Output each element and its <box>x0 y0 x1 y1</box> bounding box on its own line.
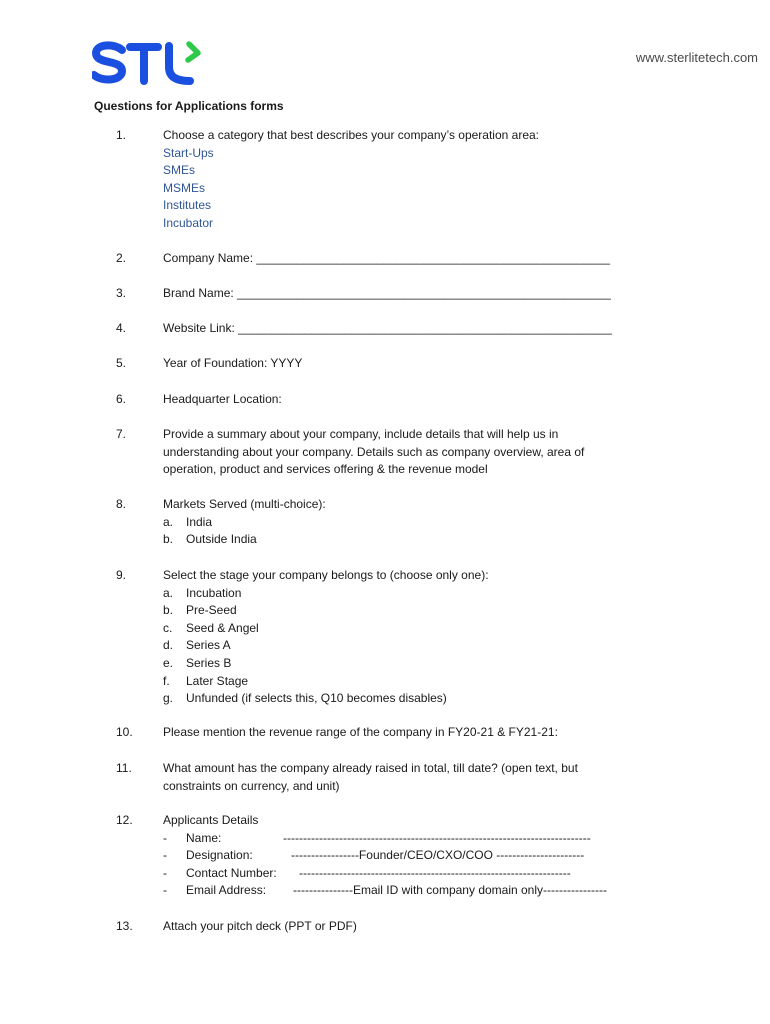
question-number: 13. <box>116 919 133 933</box>
question-number: 10. <box>116 725 133 739</box>
question-text: Select the stage your company belongs to (choose only one): <box>163 568 489 582</box>
field-value: ---------------Email ID with company domain only---------------- <box>293 883 607 898</box>
choice-label: Series A <box>186 638 231 653</box>
question-text-line: constraints on currency, and unit) <box>163 778 340 793</box>
field-value: ----------------------------------------------------------------------------- <box>283 830 591 845</box>
choice-label: Seed & Angel <box>186 620 259 635</box>
stage-option-seed-angel[interactable] <box>163 620 683 638</box>
choice-marker: f. <box>163 673 170 688</box>
brand-name-field[interactable]: Brand Name: ________________________________________________________ <box>163 286 611 300</box>
website-link-field[interactable]: Website Link: ________________________________________________________ <box>163 321 612 335</box>
applicant-contact-number-field[interactable] <box>163 865 723 883</box>
question-text-line: Provide a summary about your company, include details that will help us in <box>163 427 559 441</box>
stl-logo <box>92 41 202 85</box>
website-url: www.sterlitetech.com <box>635 50 758 65</box>
choice-label: Unfunded (if selects this, Q10 becomes disables) <box>186 691 447 706</box>
applicant-email-field[interactable] <box>163 882 723 900</box>
choice-label: Series B <box>186 655 232 670</box>
choice-label: India <box>186 514 213 529</box>
bullet-dash: - <box>163 848 167 863</box>
stage-option-series-a[interactable] <box>163 637 683 655</box>
bullet-dash: - <box>163 830 167 845</box>
stage-option-later-stage[interactable] <box>163 673 683 691</box>
question-number: 9. <box>116 568 127 582</box>
choice-marker: b. <box>163 603 174 618</box>
bullet-dash: - <box>163 865 167 880</box>
choice-marker: d. <box>163 638 174 653</box>
category-option-smes[interactable]: SMEs <box>163 163 196 178</box>
choice-marker: g. <box>163 691 174 706</box>
field-value: -------------------------------------------------------------------- <box>299 865 571 880</box>
question-text-line: operation, product and services offering & the revenue model <box>163 462 488 477</box>
field-value: -----------------Founder/CEO/CXO/COO ---------------------- <box>291 848 585 863</box>
question-number: 5. <box>116 356 127 370</box>
field-label: Contact Number: <box>186 865 277 880</box>
pitch-deck-upload[interactable]: Attach your pitch deck (PPT or PDF) <box>163 919 357 933</box>
choice-marker: b. <box>163 532 174 547</box>
question-number: 4. <box>116 321 127 335</box>
choice-label: Later Stage <box>186 673 249 688</box>
choice-label: Pre-Seed <box>186 603 237 618</box>
market-option-india[interactable] <box>163 514 683 532</box>
question-text-line: What amount has the company already raised in total, till date? (open text, but <box>163 761 578 775</box>
choice-label: Incubation <box>186 585 242 600</box>
headquarter-location-field[interactable]: Headquarter Location: <box>163 392 282 406</box>
question-text: Applicants Details <box>163 813 259 827</box>
question-number: 7. <box>116 427 127 441</box>
stage-option-pre-seed[interactable] <box>163 602 683 620</box>
category-option-institutes[interactable]: Institutes <box>163 198 212 213</box>
question-number: 12. <box>116 813 133 827</box>
choice-marker: a. <box>163 585 174 600</box>
category-option-incubator[interactable]: Incubator <box>163 215 214 230</box>
category-option-start-ups[interactable]: Start-Ups <box>163 145 214 160</box>
stage-option-unfunded[interactable] <box>163 690 683 708</box>
question-text: Markets Served (multi-choice): <box>163 497 326 511</box>
question-text: Choose a category that best describes your company’s operation area: <box>163 128 539 142</box>
year-of-foundation-field[interactable]: Year of Foundation: YYYY <box>163 356 303 370</box>
question-number: 8. <box>116 497 127 511</box>
stage-option-incubation[interactable] <box>163 585 683 603</box>
question-text-line: understanding about your company. Details such as company overview, area of <box>163 444 585 459</box>
question-number: 3. <box>116 286 127 300</box>
category-option-msmes[interactable]: MSMEs <box>163 180 205 195</box>
bullet-dash: - <box>163 883 167 898</box>
field-label: Email Address: <box>186 883 267 898</box>
choice-marker: c. <box>163 620 173 635</box>
applicant-name-field[interactable] <box>163 830 723 848</box>
question-number: 11. <box>116 761 132 775</box>
stage-option-series-b[interactable] <box>163 655 683 673</box>
form-title: Questions for Applications forms <box>94 99 284 113</box>
field-label: Designation: <box>186 848 253 863</box>
revenue-range-field[interactable]: Please mention the revenue range of the company in FY20-21 & FY21-21: <box>163 725 558 739</box>
company-name-field[interactable]: Company Name: _____________________________________________________ <box>163 251 611 265</box>
market-option-outside-india[interactable] <box>163 531 683 549</box>
applicant-designation-field[interactable] <box>163 847 723 865</box>
question-number: 6. <box>116 392 127 406</box>
choice-marker: a. <box>163 514 174 529</box>
choice-label: Outside India <box>186 532 257 547</box>
choice-marker: e. <box>163 655 174 670</box>
question-number: 1. <box>116 128 127 142</box>
field-label: Name: <box>186 830 222 845</box>
question-number: 2. <box>116 251 127 265</box>
